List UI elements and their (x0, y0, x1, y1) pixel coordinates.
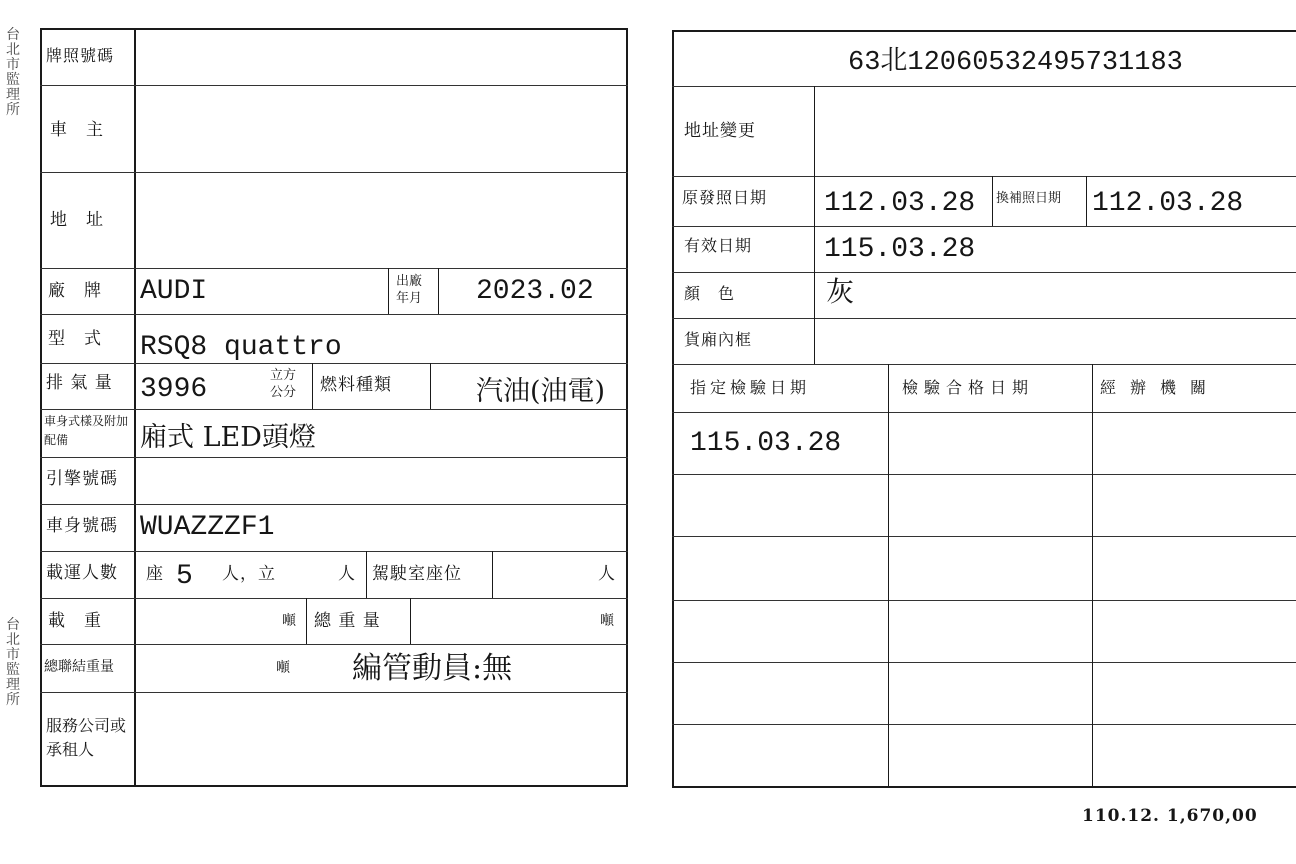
handling-agency-header: 經辦機關 (1100, 378, 1221, 397)
load-label: 載 重 (48, 611, 102, 631)
cab-seat-label: 駕駛室座位 (372, 564, 462, 584)
combined-weight-unit: 噸 (276, 660, 291, 676)
standing-unit: 人 (338, 564, 356, 584)
body-style-label: 車身式樣及附加配備 (44, 414, 129, 447)
manufacture-date-value: 2023.02 (476, 276, 594, 307)
side-office-text-bottom: 台北市監理所 (6, 617, 20, 708)
original-issue-date-label: 原發照日期 (682, 188, 768, 207)
color-value: 灰 (826, 275, 855, 308)
form-print-code: 110.12. 1,670,00 (1082, 806, 1258, 826)
displacement-value: 3996 (140, 374, 208, 405)
combined-weight-label: 總聯結重量 (44, 659, 114, 675)
address-change-label: 地址變更 (684, 121, 756, 141)
fuel-type-value: 汽油(油電) (476, 376, 606, 407)
passengers-label: 載運人數 (46, 563, 118, 583)
model-label: 型 式 (48, 329, 102, 349)
reissue-date-label: 換補照日期 (996, 191, 1062, 206)
manufacture-date-label: 出廠年月 (396, 274, 423, 306)
inspection-date-header: 指定檢驗日期 (690, 378, 811, 397)
model-value: RSQ8 quattro (140, 332, 342, 363)
mobilization-value: 編管動員:無 (352, 651, 513, 686)
gross-weight-unit: 噸 (600, 613, 615, 629)
brand-label: 廠 牌 (48, 281, 102, 301)
seat-prefix: 座 (146, 564, 164, 584)
original-issue-date-value: 112.03.28 (824, 188, 976, 219)
service-company-label: 服務公司或承租人 (46, 716, 127, 759)
valid-date-value: 115.03.28 (824, 234, 976, 265)
registration-serial-number: 63北12060532495731183 (848, 48, 1183, 78)
inspection-date-value: 115.03.28 (690, 428, 842, 459)
inspection-pass-date-header: 檢驗合格日期 (902, 378, 1035, 397)
cab-seat-unit: 人 (598, 564, 616, 584)
cargo-frame-label: 貨廂內框 (684, 330, 753, 349)
passengers-mid-text: 人，立 (222, 564, 276, 584)
brand-value: AUDI (140, 276, 208, 307)
load-unit: 噸 (282, 613, 297, 629)
registration-card-right (660, 0, 1296, 800)
engine-number-label: 引擎號碼 (46, 469, 118, 489)
fuel-type-label: 燃料種類 (320, 375, 392, 395)
address-label: 地 址 (50, 210, 104, 230)
displacement-unit: 立方公分 (270, 368, 297, 400)
plate-number-label: 牌照號碼 (46, 46, 115, 65)
color-label: 顏 色 (684, 284, 736, 303)
seat-count-value: 5 (176, 561, 193, 592)
vin-value: WUAZZZF1 (140, 512, 275, 543)
registration-card-left (0, 0, 640, 800)
reissue-date-value: 112.03.28 (1092, 188, 1244, 219)
displacement-label: 排 氣 量 (46, 373, 113, 393)
body-style-value: 廂式 LED頭燈 (140, 422, 316, 453)
gross-weight-label: 總 重 量 (314, 611, 381, 631)
side-office-text-top: 台北市監理所 (6, 27, 20, 118)
owner-label: 車 主 (50, 120, 104, 140)
valid-date-label: 有效日期 (684, 236, 753, 255)
vin-label: 車身號碼 (46, 516, 118, 536)
